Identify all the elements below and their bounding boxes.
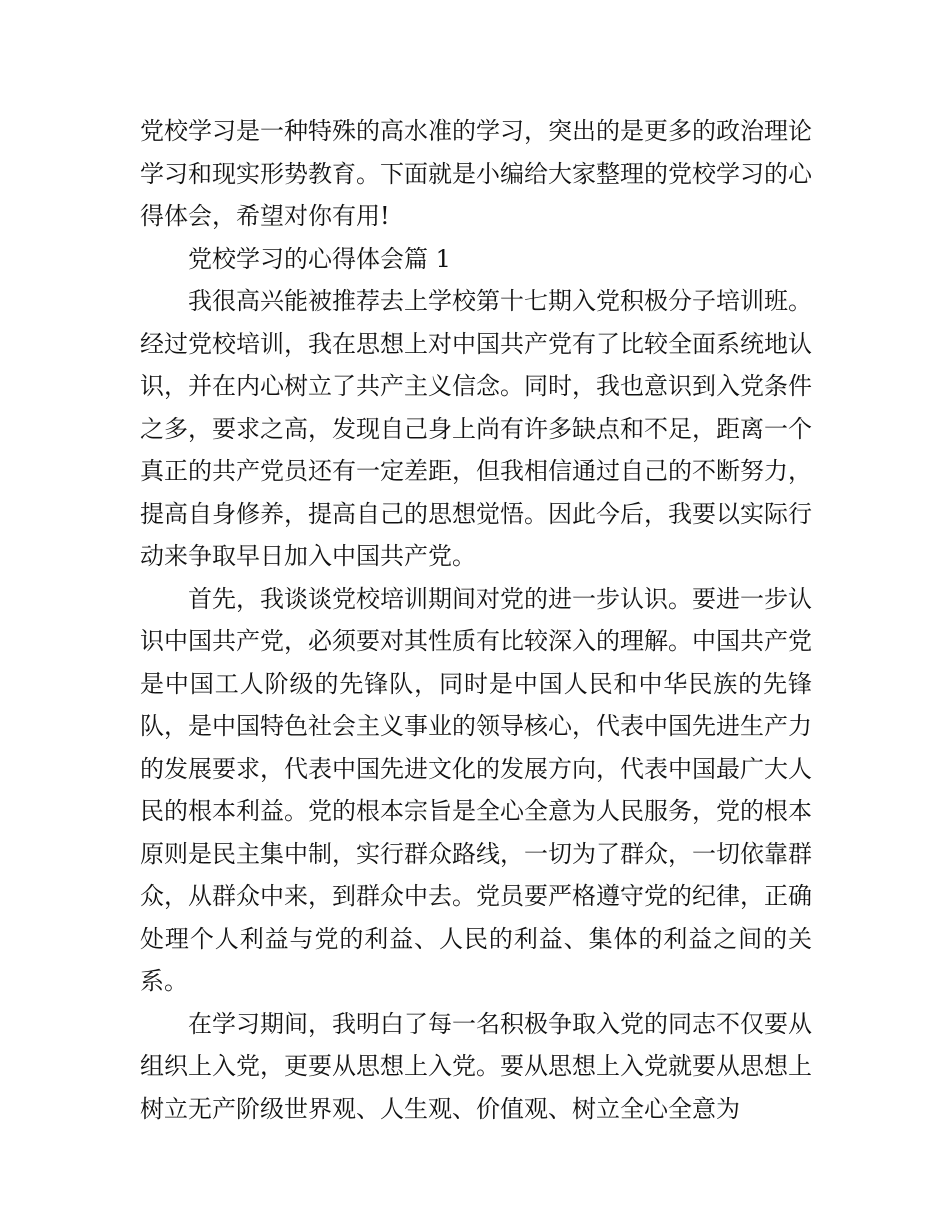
paragraph-intro: 党校学习是一种特殊的高水准的学习，突出的是更多的政治理论学习和现实形势教育。下面就是小编给大家整理的党校学习的心得体会，希望对你有用! — [140, 117, 812, 230]
section-heading: 党校学习的心得体会篇 1 — [188, 244, 451, 273]
paragraph-2: 首先，我谈谈党校培训期间对党的进一步认识。要进一步认识中国共产党，必须要对其性质有比较深入的理解。中国共产党是中国工人阶级的先锋队，同时是中国人民和中华民族的先锋队，是中国特色社会主义事业的领导核心，代表中国先进生产力的发展要求，代表中国先进文化的发展方向，代表中国最广大人民的根本利益。党的根本宗旨是全心全意为人民服务，党的根本原则是民主集中制，实行群众路线，一切为了群众，一切依靠群众，从群众中来，到群众中去。党员要严格遵守党的纪律，正确处理个人利益与党的利益、人民的利益、集体的利益之间的关系。 — [140, 584, 812, 995]
paragraph-3: 在学习期间，我明白了每一名积极争取入党的同志不仅要从组织上入党，更要从思想上入党。要从思想上入党就要从思想上树立无产阶级世界观、人生观、价值观、树立全心全意为 — [140, 1009, 812, 1123]
paragraph-1: 我很高兴能被推荐去上学校第十七期入党积极分子培训班。经过党校培训，我在思想上对中国共产党有了比较全面系统地认识，并在内心树立了共产主义信念。同时，我也意识到入党条件之多，要求之高，发现自己身上尚有许多缺点和不足，距离一个真正的共产党员还有一定差距，但我相信通过自己的不断努力，提高自身修养，提高自己的思想觉悟。因此今后，我要以实际行动来争取早日加入中国共产党。 — [140, 287, 812, 570]
document-body — [140, 110, 812, 1130]
